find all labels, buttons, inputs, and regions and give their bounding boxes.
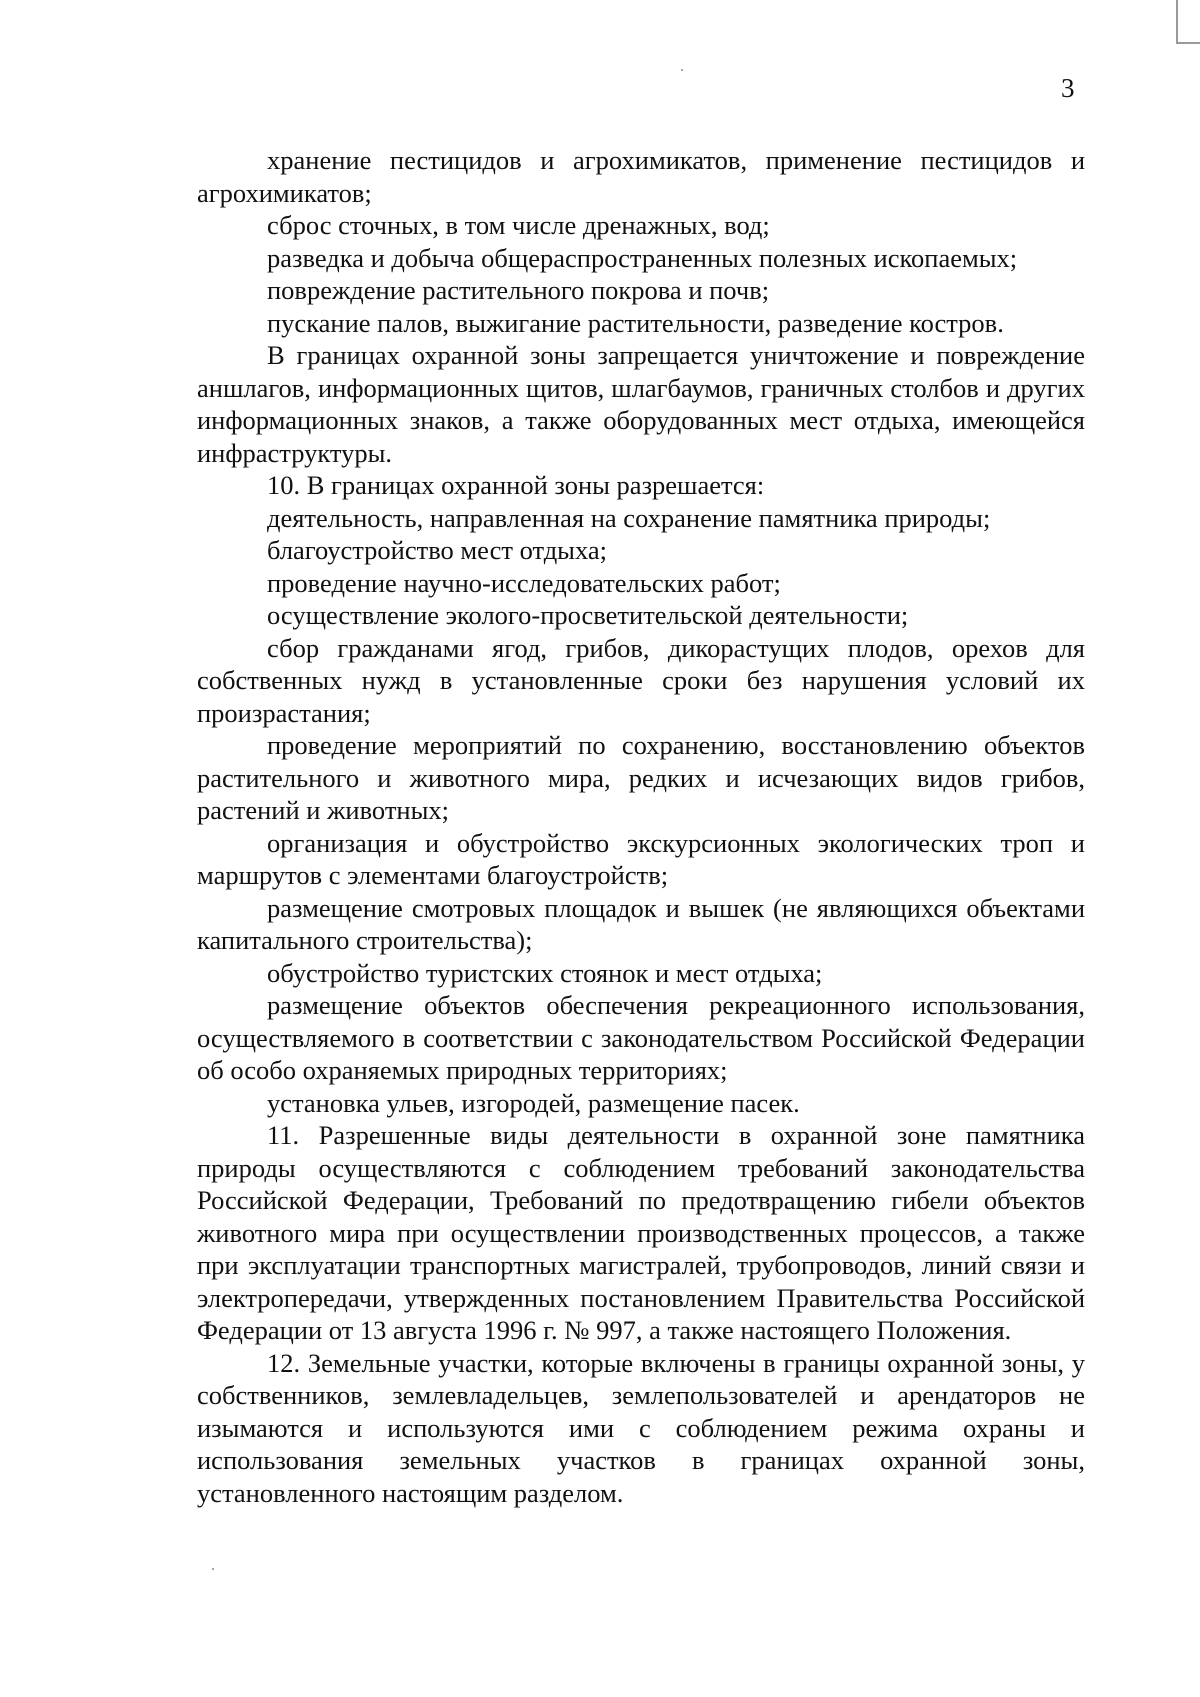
paragraph: сбор гражданами ягод, грибов, дикорастущих плодов, орехов для собственных нужд в установленные сроки без нарушения условий их произрастания; xyxy=(197,632,1085,728)
paragraph: установка ульев, изгородей, размещение пасек. xyxy=(267,1087,800,1118)
paragraph: проведение научно-исследовательских работ; xyxy=(267,567,781,598)
paragraph: разведка и добыча общераспространенных полезных ископаемых; xyxy=(267,242,1018,273)
scan-speck xyxy=(681,69,683,71)
paragraph: 11. Разрешенные виды деятельности в охранной зоне памятника природы осуществляются с соблюдением требований законодательства Российской Федерации, Требований по предотвращению гибели объектов животного мира при осуществлении производственных процессов, а также при эксплуатации транспортных магистралей, трубопроводов, линий связи и электропередачи, утвержденных постановлением Правительства Российской Федерации от 13 августа 1996 г. № 997, а также настоящего Положения. xyxy=(197,1120,1085,1345)
paragraph: проведение мероприятий по сохранению, восстановлению объектов растительного и животного мира, редких и исчезающих видов грибов, растений и животных; xyxy=(197,730,1085,825)
document-body xyxy=(197,144,1085,1509)
paragraph: повреждение растительного покрова и почв; xyxy=(267,275,770,305)
paragraph: осуществление эколого-просветительской деятельности; xyxy=(267,600,909,630)
scan-speck xyxy=(212,1568,214,1570)
paragraph: обустройство туристских стоянок и мест отдыха; xyxy=(267,957,823,988)
paragraph: сброс сточных, в том числе дренажных, вод; xyxy=(267,210,770,240)
paragraph: пускание палов, выжигание растительности, разведение костров. xyxy=(267,307,1004,338)
paragraph: В границах охранной зоны запрещается уничтожение и повреждение аншлагов, информационных щитов, шлагбаумов, граничных столбов и других информационных знаков, а также оборудованных мест отдыха, имеющейся инфраструктуры. xyxy=(197,340,1085,468)
paragraph: благоустройство мест отдыха; xyxy=(267,535,608,565)
paragraph: хранение пестицидов и агрохимикатов, применение пестицидов и агрохимикатов; xyxy=(197,145,1085,208)
scan-corner-mark xyxy=(1176,0,1200,44)
page-number: 3 xyxy=(1061,73,1075,103)
paragraph: 12. Земельные участки, которые включены в границы охранной зоны, у собственников, землевладельцев, землепользователей и арендаторов не изымаются и используются ими с соблюдением режима охраны и использования земельных участков в границах охранной зоны, установленного настоящим разделом. xyxy=(197,1347,1085,1508)
paragraph: деятельность, направленная на сохранение памятника природы; xyxy=(267,502,991,533)
paragraph: 10. В границах охранной зоны разрешается: xyxy=(267,470,765,500)
paragraph: размещение объектов обеспечения рекреационного использования, осуществляемого в соответствии с законодательством Российской Федерации об особо охраняемых природных территориях; xyxy=(197,990,1085,1085)
paragraph: размещение смотровых площадок и вышек (не являющихся объектами капитального строительства); xyxy=(197,892,1085,955)
paragraph: организация и обустройство экскурсионных экологических троп и маршрутов с элементами благоустройств; xyxy=(197,827,1085,890)
